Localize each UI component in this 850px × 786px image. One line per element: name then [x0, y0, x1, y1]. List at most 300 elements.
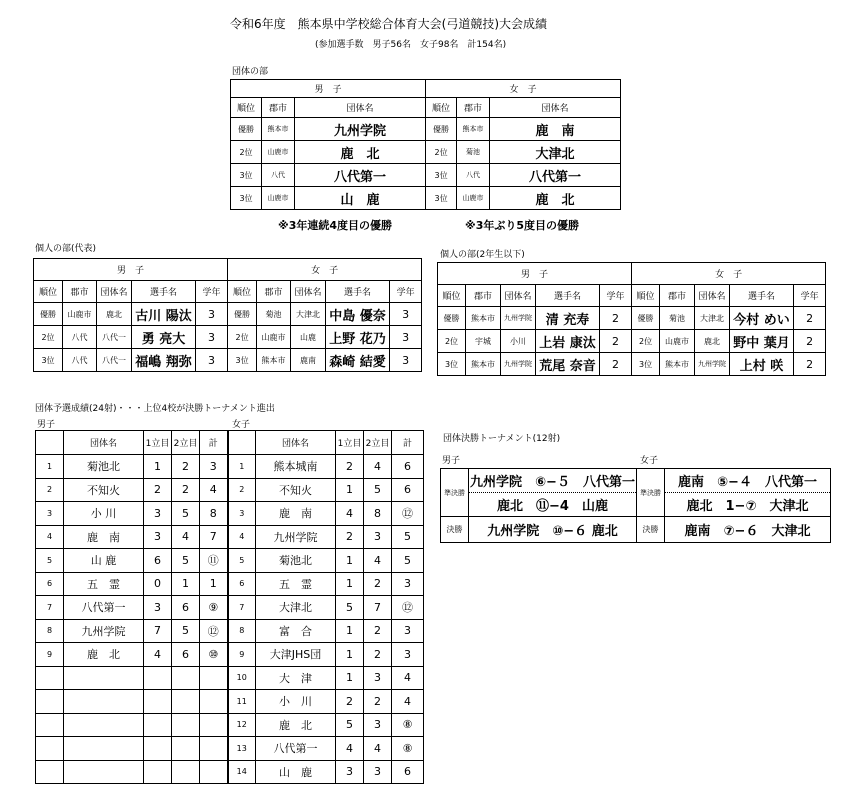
table-row	[36, 549, 424, 573]
city: 山鹿市	[257, 326, 291, 349]
total-score: ⑪	[200, 549, 228, 573]
table-row	[231, 164, 621, 187]
round1-score: 2	[144, 478, 172, 502]
round1-score: 3	[144, 525, 172, 549]
table-row	[36, 572, 424, 596]
empty-cell	[36, 760, 64, 784]
total-score: ⑫	[392, 502, 424, 526]
col-player: 選手名	[132, 281, 196, 303]
city: 熊本市	[660, 353, 695, 376]
empty-cell	[64, 690, 144, 714]
team-name: 小 川	[64, 502, 144, 526]
player-name: 今村 めい	[730, 307, 794, 330]
total-score: ⑩	[200, 643, 228, 667]
city: 八代	[457, 164, 490, 187]
round1-score: 4	[336, 737, 364, 761]
col-player: 選手名	[536, 285, 600, 307]
empty-cell	[36, 666, 64, 690]
empty-cell	[200, 666, 228, 690]
team-name: 富 合	[256, 619, 336, 643]
indiv-rep-boys-header: 男 子	[34, 259, 228, 281]
col-team: 団体名	[490, 98, 621, 118]
rank: 3位	[426, 164, 457, 187]
row-number: 1	[228, 455, 256, 479]
team-name: 九州学院	[501, 353, 536, 376]
row-number: 4	[228, 525, 256, 549]
col-year: 学年	[390, 281, 422, 303]
city: 菊池	[660, 307, 695, 330]
row-number: 9	[36, 643, 64, 667]
team-name: 山鹿	[291, 326, 326, 349]
col-team: 団体名	[256, 431, 336, 455]
city: 八代	[63, 326, 97, 349]
col-city: 郡市	[466, 285, 501, 307]
total-score: 7	[200, 525, 228, 549]
team-name: 不知火	[64, 478, 144, 502]
city: 熊本市	[262, 118, 295, 141]
city: 熊本市	[457, 118, 490, 141]
round1-score: 1	[336, 666, 364, 690]
col-year: 学年	[600, 285, 632, 307]
col-rank: 順位	[438, 285, 466, 307]
round2-score: 4	[172, 525, 200, 549]
row-number: 13	[228, 737, 256, 761]
total-score: 4	[392, 690, 424, 714]
team-name: 五 霊	[64, 572, 144, 596]
row-number: 5	[228, 549, 256, 573]
team-name: 小 川	[256, 690, 336, 714]
total-score: 1	[200, 572, 228, 596]
prelim-girls-label: 女子	[232, 420, 251, 430]
city: 八代	[262, 164, 295, 187]
round1-score: 6	[144, 549, 172, 573]
player-name: 上岩 康汰	[536, 330, 600, 353]
row-number: 3	[36, 502, 64, 526]
total-score: ⑧	[392, 737, 424, 761]
final-match-label: 決勝	[637, 517, 665, 543]
total-score: 4	[200, 478, 228, 502]
city: 山鹿市	[262, 141, 295, 164]
city: 宇城	[466, 330, 501, 353]
rank: 優勝	[34, 303, 63, 326]
year: 3	[390, 326, 422, 349]
year: 3	[196, 326, 228, 349]
team-name: 鹿 南	[64, 525, 144, 549]
rank: 3位	[34, 349, 63, 372]
row-number: 4	[36, 525, 64, 549]
team-girls-note: ※3年ぶり5度目の優勝	[465, 219, 580, 232]
round1-score: 1	[336, 619, 364, 643]
team-name: 大津北	[490, 141, 621, 164]
total-score: 6	[392, 760, 424, 784]
year: 2	[600, 330, 632, 353]
round2-score: 5	[172, 549, 200, 573]
rank: 優勝	[231, 118, 262, 141]
round1-score: 7	[144, 619, 172, 643]
table-row	[36, 737, 424, 761]
empty-cell	[36, 690, 64, 714]
rank: 3位	[426, 187, 457, 210]
year: 3	[390, 349, 422, 372]
team-name: 小川	[501, 330, 536, 353]
table-row	[36, 713, 424, 737]
round1-score: 3	[336, 760, 364, 784]
team-name: 熊本城南	[256, 455, 336, 479]
boys-final: 九州学院 ⑩−６ 鹿北	[469, 517, 637, 543]
prelim-boys-label: 男子	[37, 420, 56, 430]
team-name: 山 鹿	[295, 187, 426, 210]
player-name: 上野 花乃	[326, 326, 390, 349]
row-number: 6	[228, 572, 256, 596]
empty-cell	[172, 666, 200, 690]
rank: 3位	[632, 353, 660, 376]
total-score: 6	[392, 455, 424, 479]
round1-score: 1	[336, 478, 364, 502]
row-number: 3	[228, 502, 256, 526]
row-number: 8	[228, 619, 256, 643]
empty-cell	[200, 690, 228, 714]
empty-cell	[144, 666, 172, 690]
rank: 優勝	[632, 307, 660, 330]
row-number: 1	[36, 455, 64, 479]
round2-score: 5	[172, 502, 200, 526]
round2-score: 2	[364, 619, 392, 643]
final-boys-label: 男子	[442, 456, 461, 466]
team-name: 八代第一	[64, 596, 144, 620]
team-name: 鹿 北	[256, 713, 336, 737]
total-score: ⑫	[392, 596, 424, 620]
table-row	[231, 118, 621, 141]
col-player: 選手名	[326, 281, 390, 303]
row-number: 12	[228, 713, 256, 737]
rank: 2位	[231, 141, 262, 164]
round2-score: 2	[364, 572, 392, 596]
round1-score: 2	[336, 455, 364, 479]
rank: 優勝	[438, 307, 466, 330]
player-name: 古川 陽汰	[132, 303, 196, 326]
round1-score: 1	[144, 455, 172, 479]
boys-semi2: 鹿北 ⑪−4 山鹿	[469, 493, 637, 517]
round2-score: 2	[364, 690, 392, 714]
round1-score: 3	[144, 596, 172, 620]
round1-score: 2	[336, 690, 364, 714]
row-number: 7	[36, 596, 64, 620]
year: 3	[196, 303, 228, 326]
player-name: 森崎 結愛	[326, 349, 390, 372]
team-name: 鹿 北	[295, 141, 426, 164]
round2-score: 1	[172, 572, 200, 596]
team-name: 五 霊	[256, 572, 336, 596]
city: 熊本市	[257, 349, 291, 372]
empty-cell	[200, 713, 228, 737]
round2-score: 2	[364, 643, 392, 667]
semi-label: 準決勝	[441, 469, 469, 517]
empty-cell	[64, 737, 144, 761]
empty-cell	[172, 713, 200, 737]
team-name: 九州学院	[64, 619, 144, 643]
table-row	[36, 455, 424, 479]
col-city: 郡市	[660, 285, 695, 307]
rank: 3位	[438, 353, 466, 376]
rank: 3位	[231, 187, 262, 210]
col-team: 団体名	[501, 285, 536, 307]
col-year: 学年	[196, 281, 228, 303]
table-row	[36, 690, 424, 714]
city: 山鹿市	[63, 303, 97, 326]
indiv-y2-boys-header: 男 子	[438, 263, 632, 285]
prelim-label: 団体予選成績(24射)・・・上位4校が決勝トーナメント進出	[35, 404, 275, 414]
year: 3	[196, 349, 228, 372]
col-team: 団体名	[291, 281, 326, 303]
team-name: 大津JHS団	[256, 643, 336, 667]
total-score: ⑫	[200, 619, 228, 643]
player-name: 福嶋 翔弥	[132, 349, 196, 372]
team-name: 大津北	[695, 307, 730, 330]
col-team: 団体名	[64, 431, 144, 455]
table-row	[36, 478, 424, 502]
round1-score: 5	[336, 713, 364, 737]
col-total: 計	[392, 431, 424, 455]
team-girls-header: 女 子	[426, 80, 621, 98]
col-rank: 順位	[228, 281, 257, 303]
round2-score: 3	[364, 713, 392, 737]
final-label: 団体決勝トーナメント(12射)	[443, 434, 561, 444]
player-name: 荒尾 奈音	[536, 353, 600, 376]
final-girls-label: 女子	[640, 456, 659, 466]
round2-score: 4	[364, 549, 392, 573]
col-round2: 2立目	[172, 431, 200, 455]
round2-score: 3	[364, 760, 392, 784]
team-name: 菊池北	[256, 549, 336, 573]
empty-cell	[64, 760, 144, 784]
year: 3	[390, 303, 422, 326]
empty-cell	[200, 737, 228, 761]
row-number: 7	[228, 596, 256, 620]
table-row	[34, 349, 422, 372]
table-row	[36, 643, 424, 667]
city: 八代	[63, 349, 97, 372]
team-name: 八代第一	[490, 164, 621, 187]
team-name: 八代第一	[295, 164, 426, 187]
final-table	[440, 468, 831, 543]
round2-score: 3	[364, 666, 392, 690]
rank: 2位	[426, 141, 457, 164]
city: 山鹿市	[262, 187, 295, 210]
indiv-rep-girls-header: 女 子	[228, 259, 422, 281]
empty-cell	[144, 713, 172, 737]
team-name: 鹿 南	[256, 502, 336, 526]
col-player: 選手名	[730, 285, 794, 307]
total-score: 4	[392, 666, 424, 690]
total-score: 5	[392, 525, 424, 549]
round1-score: 0	[144, 572, 172, 596]
round1-score: 1	[336, 643, 364, 667]
prelim-table	[35, 430, 424, 784]
team-name: 鹿 南	[490, 118, 621, 141]
row-number: 2	[228, 478, 256, 502]
round1-score: 5	[336, 596, 364, 620]
round2-score: 2	[172, 455, 200, 479]
total-score: ⑧	[392, 713, 424, 737]
table-row	[438, 330, 826, 353]
col-team: 団体名	[295, 98, 426, 118]
empty-cell	[64, 666, 144, 690]
empty-cell	[172, 690, 200, 714]
round2-score: 4	[364, 737, 392, 761]
team-name: 不知火	[256, 478, 336, 502]
city: 山鹿市	[457, 187, 490, 210]
col-year: 学年	[794, 285, 826, 307]
round2-score: 4	[364, 455, 392, 479]
row-number: 6	[36, 572, 64, 596]
empty-cell	[172, 737, 200, 761]
team-name: 鹿北	[97, 303, 132, 326]
round1-score: 4	[336, 502, 364, 526]
table-row	[36, 760, 424, 784]
round2-score: 3	[364, 525, 392, 549]
indiv-y2-table	[437, 262, 826, 376]
col-city: 郡市	[457, 98, 490, 118]
round2-score: 8	[364, 502, 392, 526]
empty-cell	[144, 737, 172, 761]
team-name: 九州学院	[256, 525, 336, 549]
col-rank: 順位	[34, 281, 63, 303]
table-row	[231, 141, 621, 164]
rank: 3位	[228, 349, 257, 372]
total-score: ⑨	[200, 596, 228, 620]
team-name: 九州学院	[695, 353, 730, 376]
indiv-y2-label: 個人の部(2年生以下)	[440, 250, 525, 260]
row-number: 2	[36, 478, 64, 502]
rank: 2位	[34, 326, 63, 349]
table-row	[231, 187, 621, 210]
col-rank: 順位	[632, 285, 660, 307]
indiv-rep-label: 個人の部(代表)	[35, 244, 97, 254]
col-rank: 順位	[231, 98, 262, 118]
table-row	[34, 303, 422, 326]
final-match-label: 決勝	[441, 517, 469, 543]
row-number: 9	[228, 643, 256, 667]
indiv-rep-table	[33, 258, 422, 372]
team-table	[230, 79, 621, 210]
table-row	[36, 596, 424, 620]
round1-score: 3	[144, 502, 172, 526]
year: 2	[600, 353, 632, 376]
rank: 2位	[632, 330, 660, 353]
team-name: 九州学院	[501, 307, 536, 330]
empty-cell	[36, 737, 64, 761]
player-name: 勇 亮大	[132, 326, 196, 349]
table-row	[34, 326, 422, 349]
table-row	[36, 502, 424, 526]
player-name: 上村 咲	[730, 353, 794, 376]
row-number: 11	[228, 690, 256, 714]
city: 菊池	[457, 141, 490, 164]
round2-score: 6	[172, 596, 200, 620]
col-city: 郡市	[257, 281, 291, 303]
team-name: 鹿北	[695, 330, 730, 353]
team-name: 八代一	[97, 349, 132, 372]
table-row	[36, 525, 424, 549]
total-score: 3	[200, 455, 228, 479]
team-boys-note: ※3年連続4度目の優勝	[278, 219, 393, 232]
city: 熊本市	[466, 353, 501, 376]
round1-score: 4	[144, 643, 172, 667]
empty-cell	[36, 713, 64, 737]
round1-score: 1	[336, 572, 364, 596]
team-name: 大津北	[256, 596, 336, 620]
team-name: 鹿 北	[490, 187, 621, 210]
team-name: 鹿南	[291, 349, 326, 372]
team-name: 八代一	[97, 326, 132, 349]
col-round1: 1立目	[336, 431, 364, 455]
city: 山鹿市	[660, 330, 695, 353]
semi-label: 準決勝	[637, 469, 665, 517]
total-score: 8	[200, 502, 228, 526]
col-round1: 1立目	[144, 431, 172, 455]
col-round2: 2立目	[364, 431, 392, 455]
row-number: 10	[228, 666, 256, 690]
empty-cell	[172, 760, 200, 784]
player-name: 清 充寿	[536, 307, 600, 330]
girls-semi1: 鹿南 ⑤−４ 八代第一	[665, 469, 831, 493]
rank: 2位	[228, 326, 257, 349]
row-number: 14	[228, 760, 256, 784]
team-section-label: 団体の部	[232, 67, 269, 77]
round2-score: 5	[364, 478, 392, 502]
col-city: 郡市	[63, 281, 97, 303]
col-city: 郡市	[262, 98, 295, 118]
year: 2	[794, 307, 826, 330]
round2-score: 6	[172, 643, 200, 667]
round2-score: 2	[172, 478, 200, 502]
team-name: 山 鹿	[64, 549, 144, 573]
col-team: 団体名	[97, 281, 132, 303]
round1-score: 2	[336, 525, 364, 549]
round1-score: 1	[336, 549, 364, 573]
rank: 優勝	[228, 303, 257, 326]
table-row	[438, 353, 826, 376]
team-name: 鹿 北	[64, 643, 144, 667]
total-score: 3	[392, 643, 424, 667]
empty-cell	[144, 760, 172, 784]
total-score: 5	[392, 549, 424, 573]
team-name: 大津北	[291, 303, 326, 326]
page-title: 令和6年度 熊本県中学校総合体育大会(弓道競技)大会成績	[230, 17, 548, 31]
empty-cell	[200, 760, 228, 784]
girls-semi2: 鹿北 1−⑦ 大津北	[665, 493, 831, 517]
rank: 3位	[231, 164, 262, 187]
round2-score: 5	[172, 619, 200, 643]
page-subtitle: (参加選手数 男子56名 女子98名 計154名)	[315, 40, 507, 50]
col-total: 計	[200, 431, 228, 455]
year: 2	[794, 353, 826, 376]
year: 2	[794, 330, 826, 353]
empty-cell	[64, 713, 144, 737]
col-rank: 順位	[426, 98, 457, 118]
total-score: 6	[392, 478, 424, 502]
table-row	[36, 619, 424, 643]
team-name: 大 津	[256, 666, 336, 690]
total-score: 3	[392, 619, 424, 643]
city: 菊池	[257, 303, 291, 326]
round2-score: 7	[364, 596, 392, 620]
total-score: 3	[392, 572, 424, 596]
empty-cell	[144, 690, 172, 714]
team-name: 山 鹿	[256, 760, 336, 784]
team-boys-header: 男 子	[231, 80, 426, 98]
rank: 優勝	[426, 118, 457, 141]
